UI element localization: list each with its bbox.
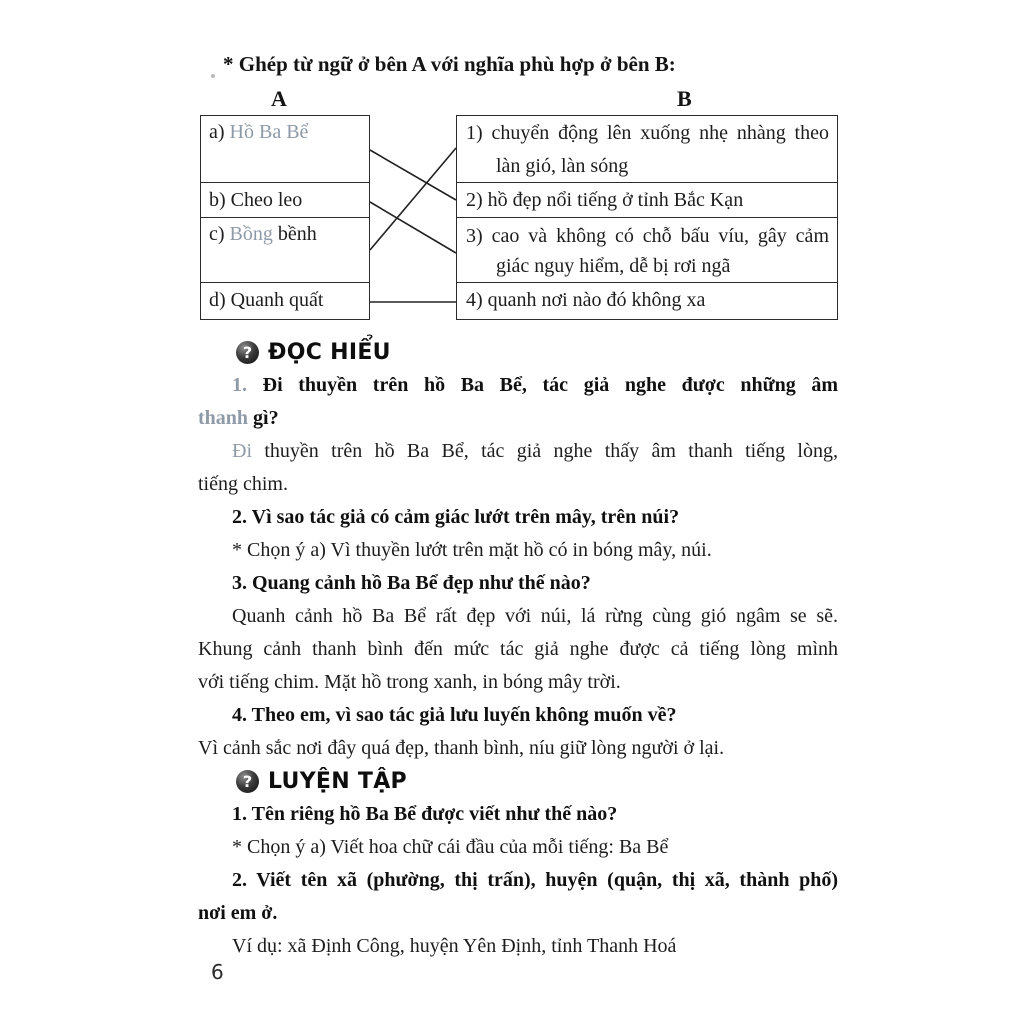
row-d-pre: d) Quanh quất <box>209 289 324 311</box>
question-1-line-2-rest: gì? <box>248 407 279 429</box>
lt-answer-1: * Chọn ý a) Viết hoa chữ cái đầu của mỗi tiếng: Ba Bể <box>232 836 669 858</box>
col-b-row-3-line-1: 3) cao và không có chỗ bấu víu, gây cảm <box>466 225 829 247</box>
question-2: 2. Vì sao tác giả có cảm giác lướt trên mây, trên núi? <box>232 506 680 528</box>
answer-1-text: thuyền trên hồ Ba Bể, tác giả nghe thấy âm thanh tiếng lòng, <box>252 440 838 462</box>
answer-4: Vì cảnh sắc nơi đây quá đẹp, thanh bình, níu giữ lòng người ở lại. <box>198 737 725 759</box>
match-lines <box>200 115 838 320</box>
answer-1-line-2: tiếng chim. <box>198 473 288 495</box>
row-c-tint: Bồng <box>229 223 273 245</box>
question-1-line-1 <box>198 369 838 402</box>
column-a-header: A <box>271 86 287 111</box>
question-4: 4. Theo em, vì sao tác giả lưu luyến không muốn về? <box>232 704 677 726</box>
lt-question-1: 1. Tên riêng hồ Ba Bể được viết như thế nào? <box>232 803 618 825</box>
answer-3-line-1: Quanh cảnh hồ Ba Bể rất đẹp với núi, lá rừng cùng gió ngâm se sẽ. <box>232 605 838 627</box>
section-doc-hieu-label: ĐỌC HIỂU <box>268 340 391 365</box>
row-c-post: bềnh <box>272 223 317 245</box>
question-1-line-2 <box>198 402 838 435</box>
question-1-text: Đi thuyền trên hồ Ba Bể, tác giả nghe được những âm <box>247 374 838 396</box>
answer-2: * Chọn ý a) Vì thuyền lướt trên mặt hồ có in bóng mây, núi. <box>232 539 712 561</box>
answer-3-line-2: Khung cảnh thanh bình đến mức tác giả nghe được cả tiếng lòng mình <box>198 638 838 660</box>
exercise-title: * Ghép từ ngữ ở bên A với nghĩa phù hợp ở bên B: <box>223 52 676 76</box>
column-b-header: B <box>677 86 692 111</box>
question-1-tint-word: thanh <box>198 407 249 429</box>
answer-3-line-3: với tiếng chim. Mặt hồ trong xanh, in bóng mây trời. <box>198 671 621 693</box>
scan-dot <box>211 74 215 78</box>
row-a-tint: Hồ Ba Bể <box>229 121 309 143</box>
page-number: 6 <box>211 960 224 984</box>
section-doc-hieu <box>198 336 838 369</box>
matching-table <box>200 115 838 320</box>
answer-1-line-1 <box>198 435 838 468</box>
col-b-row-2-line-1: 2) hồ đẹp nổi tiếng ở tỉnh Bắc Kạn <box>466 188 744 211</box>
col-b-row-1-line-2: làn gió, làn sóng <box>496 155 629 177</box>
lt-question-2-line-2: nơi em ở. <box>198 902 278 924</box>
col-b-row-3-line-2: giác nguy hiểm, dễ bị rơi ngã <box>496 255 731 277</box>
section-luyen-tap <box>198 765 838 798</box>
question-mark-icon: ? <box>236 341 259 364</box>
question-mark-icon: ? <box>236 770 259 793</box>
col-b-row-4-line-1: 4) quanh nơi nào đó không xa <box>466 289 706 311</box>
row-a-pre: a) <box>209 121 230 143</box>
question-3: 3. Quang cảnh hồ Ba Bể đẹp như thế nào? <box>232 572 591 594</box>
row-b-pre: b) Cheo leo <box>209 188 303 211</box>
section-luyen-tap-label: LUYỆN TẬP <box>268 769 407 794</box>
lt-example: Ví dụ: xã Định Công, huyện Yên Định, tỉnh Thanh Hoá <box>232 935 677 957</box>
col-b-row-1-line-1: 1) chuyển động lên xuống nhẹ nhàng theo <box>466 122 829 144</box>
page-body <box>198 336 838 963</box>
row-c-pre: c) <box>209 223 230 245</box>
answer-1-tint-word: Đi <box>232 440 252 462</box>
question-1-number: 1. <box>232 374 247 396</box>
lt-question-2-line-1: 2. Viết tên xã (phường, thị trấn), huyện (quận, thị xã, thành phố) <box>232 869 838 891</box>
